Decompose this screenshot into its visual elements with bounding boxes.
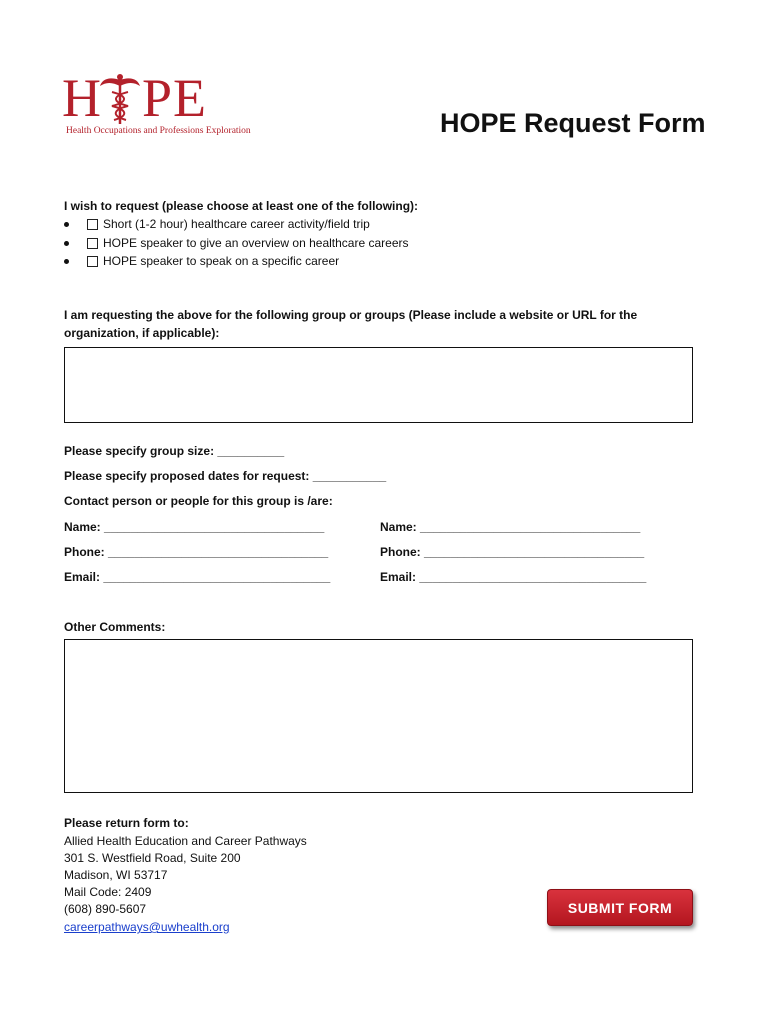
email-link[interactable]: careerpathways@uwhealth.org (64, 920, 230, 934)
name-field-left[interactable]: Name: _________________________________ (64, 520, 325, 534)
logo-letter-h: H (62, 68, 102, 128)
bullet-icon (64, 222, 69, 227)
checkbox-specific-speaker[interactable] (87, 256, 98, 267)
phone-field-left[interactable]: Phone: _________________________________ (64, 545, 329, 559)
option-row[interactable] (64, 254, 339, 268)
email-field-right[interactable]: Email: __________________________________ (380, 570, 647, 584)
option-label: Short (1-2 hour) healthcare career activity/field trip (103, 217, 370, 231)
contact-heading: Contact person or people for this group is /are: (64, 494, 333, 508)
option-row[interactable] (64, 236, 409, 250)
email-field-left[interactable]: Email: __________________________________ (64, 570, 331, 584)
option-label: HOPE speaker to give an overview on healthcare careers (103, 236, 409, 250)
request-prompt: I wish to request (please choose at least one of the following): (64, 199, 419, 213)
bullet-icon (64, 259, 69, 264)
name-field-right[interactable]: Name: _________________________________ (380, 520, 641, 534)
return-line: Mail Code: 2409 (64, 885, 152, 899)
checkbox-activity[interactable] (87, 219, 98, 230)
logo-letters-pe: PE (142, 68, 208, 128)
caduceus-icon (98, 72, 142, 124)
option-label: HOPE speaker to speak on a specific career (103, 254, 340, 268)
group-prompt-line1: I am requesting the above for the following group or groups (Please include a website or URL for the (64, 308, 638, 322)
checkbox-overview-speaker[interactable] (87, 238, 98, 249)
hope-logo (62, 68, 251, 144)
return-line: 301 S. Westfield Road, Suite 200 (64, 851, 241, 865)
logo-tagline: Health Occupations and Professions Exploration (66, 126, 251, 136)
group-size-field[interactable]: Please specify group size: __________ (64, 444, 285, 458)
group-prompt-line2: organization, if applicable): (64, 326, 220, 340)
bullet-icon (64, 241, 69, 246)
return-line: Madison, WI 53717 (64, 868, 168, 882)
page-title: HOPE Request Form (440, 108, 706, 138)
dates-field[interactable]: Please specify proposed dates for request: ___________ (64, 469, 387, 483)
return-line: Allied Health Education and Career Pathways (64, 834, 307, 848)
group-textbox[interactable] (64, 347, 693, 423)
option-row[interactable] (64, 217, 370, 231)
return-heading: Please return form to: (64, 816, 189, 830)
return-line: (608) 890-5607 (64, 902, 147, 916)
comments-label: Other Comments: (64, 620, 166, 634)
submit-form-button[interactable]: SUBMIT FORM (547, 889, 693, 926)
comments-textbox[interactable] (64, 639, 693, 793)
phone-field-right[interactable]: Phone: _________________________________ (380, 545, 645, 559)
